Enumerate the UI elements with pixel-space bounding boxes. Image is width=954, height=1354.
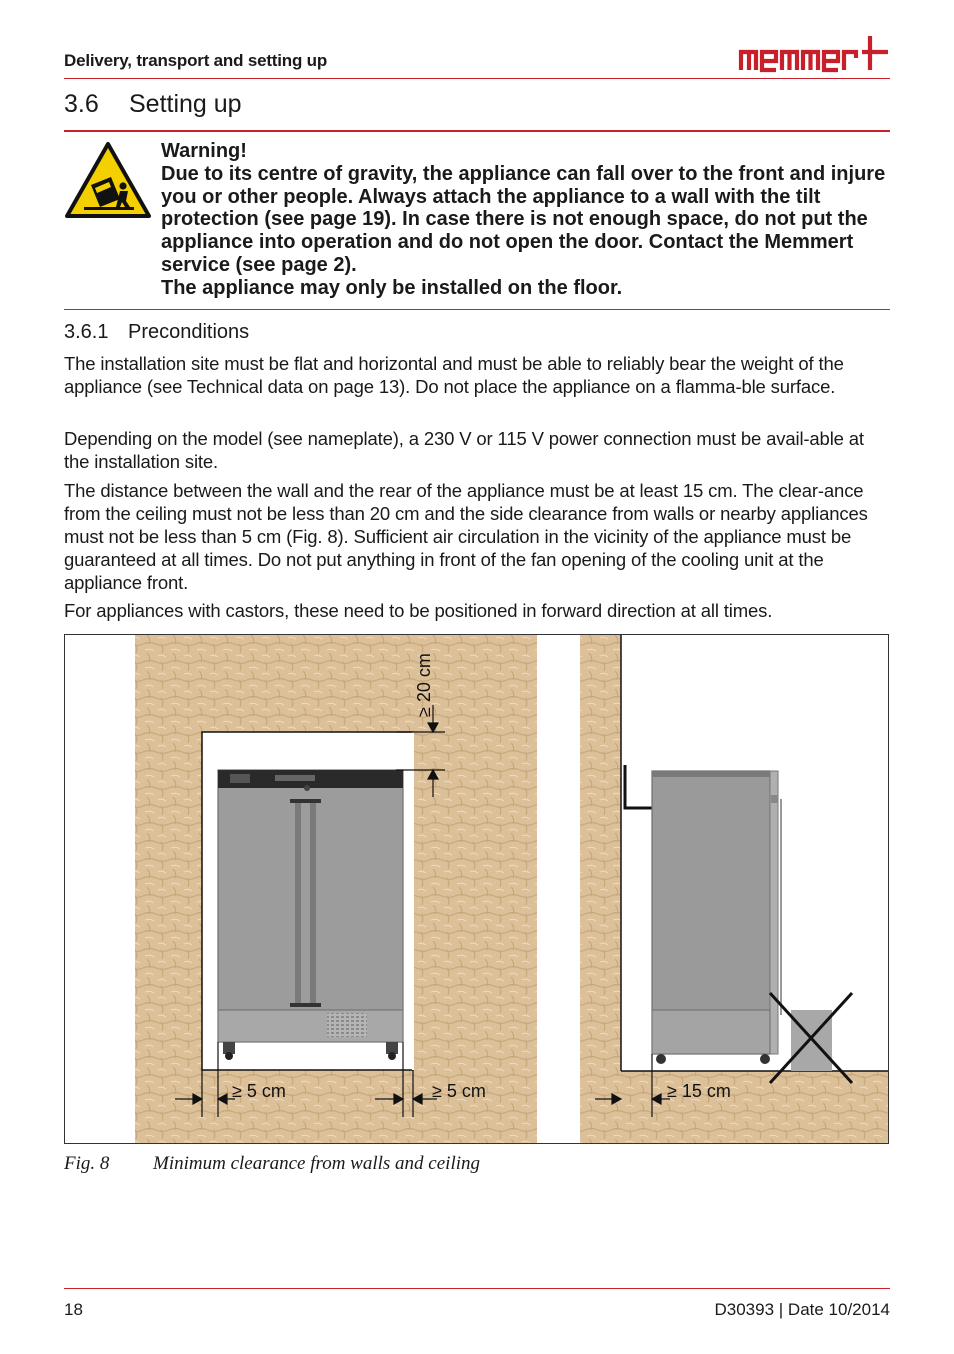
tilt-hazard-warning-icon [64,141,152,219]
rear-clearance-label: ≥ 15 cm [667,1081,731,1101]
paragraph-castors [64,599,892,622]
clearance-figure [64,634,889,1144]
memmert-logo [738,32,890,74]
left-side-clearance-label: ≥ 5 cm [232,1081,286,1101]
tilt-protection-bracket [625,765,654,808]
right-side-clearance-label: ≥ 5 cm [432,1081,486,1101]
appliance-side [652,771,781,1064]
ceiling-clearance-label: ≥ 20 cm [414,653,434,717]
document-id: D30393 | Date 10/2014 [714,1300,890,1319]
rear-wall-texture [580,635,621,1144]
warning-heading: Warning! [161,140,247,162]
page-number: 18 [64,1300,83,1319]
section-title [64,90,242,119]
paragraph-installation-site [64,352,892,398]
figure-label: Fig. 8 [64,1153,110,1174]
subsection-number: 3.6.1 [64,321,109,343]
clearance-diagram [65,635,889,1144]
subsection-heading: Preconditions [128,321,250,343]
section-number: 3.6 [64,90,99,118]
section-rule [64,130,890,132]
warning-body: Due to its centre of gravity, the appliance can fall over to the front and injure you or other people. Always attach the appliance to a wall with the tilt protection (see page 19). In case there is not enough space, do not put the appliance into operation and do not open the door. Contact the Memmert service (see page 2). [161,162,886,276]
floor-texture [621,1071,889,1144]
warning-text [161,140,896,300]
warning-rule [64,309,890,310]
figure-caption [64,1153,480,1175]
figure-caption-text: Minimum clearance from walls and ceiling [153,1153,480,1174]
paragraph-text: For appliances with castors, these need to be positioned in forward direction at all times. [64,600,773,621]
header-rule [64,78,890,79]
section-heading: Setting up [129,90,242,118]
appliance-front [218,770,403,1060]
footer-rule [64,1288,890,1289]
warning-floor-note: The appliance may only be installed on the floor. [161,276,623,299]
paragraph-text: Depending on the model (see nameplate), a 230 V or 115 V power connection must be avail-able at the installation site. [64,428,864,472]
paragraph-clearance [64,479,892,594]
paragraph-power [64,427,892,473]
paragraph-text: The distance between the wall and the rear of the appliance must be at least 15 cm. The clear-ance from the ceiling must not be less than 20 cm and the side clearance from walls or nearby appliances must not be less than 5 cm (Fig. 8). Sufficient air circulation in the vicinity of the appliance must be guaranteed at all times. Do not put anything in front of the fan opening of the cooling unit at the appliance front. [64,480,868,593]
paragraph-text: The installation site must be flat and horizontal and must be able to reliably bear the weight of the appliance (see Technical data on page 13). Do not place the appliance on a flamma-ble surface. [64,353,844,397]
running-header: Delivery, transport and setting up [64,51,328,70]
subsection-title [64,321,249,344]
